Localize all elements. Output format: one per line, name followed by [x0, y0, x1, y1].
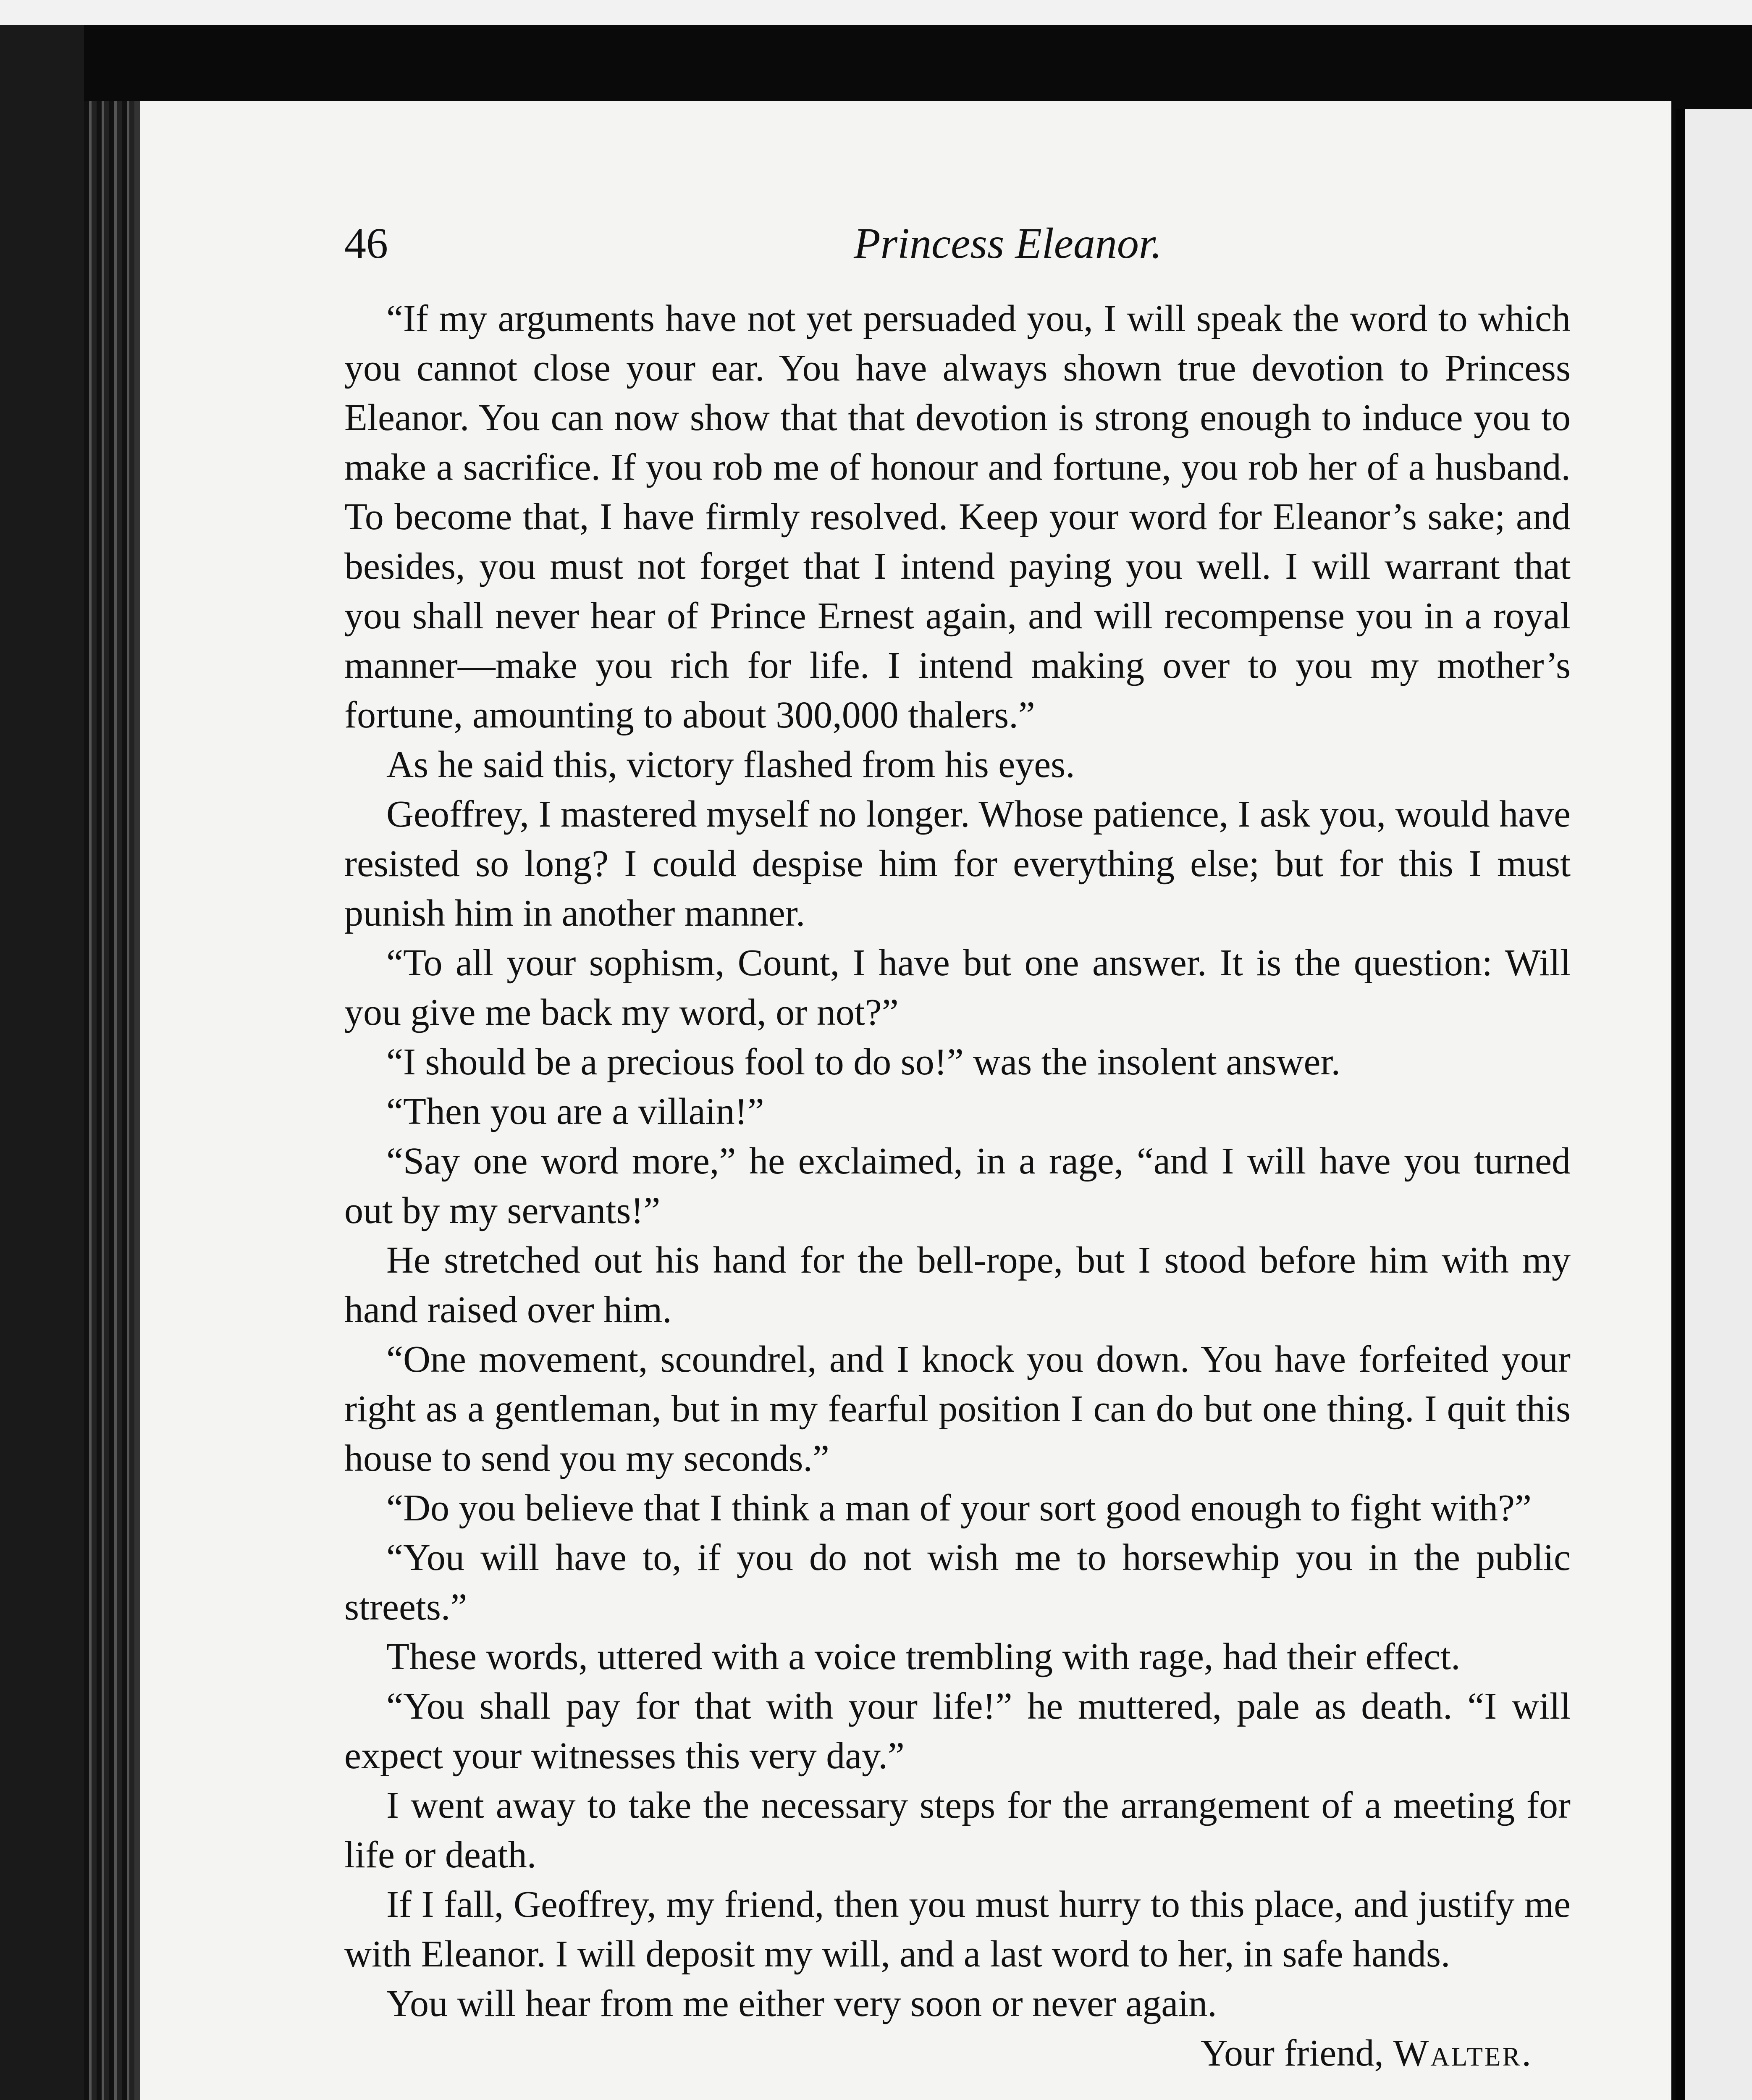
paragraph: “If my arguments have not yet persuaded you, I will speak the word to which you cannot close your ear. You have always shown true devotion to Princess Eleanor. You can now show that that devotion is strong enough to induce you to make a sacrifice. If you rob me of honour and fortune, you rob her of a husband. To become that, I have firmly resolved. Keep your word for Eleanor’s sake; and besides, you must not forget that I intend paying you well. I will warrant that you shall never hear of Prince Ernest again, and will recompense you in a royal manner—make you rich for life. I intend making over to you my mother’s fortune, amounting to about 300,000 thalers.” — [344, 298, 1571, 736]
top-edge-strip — [0, 0, 1752, 25]
running-head — [344, 218, 1604, 277]
paragraph: Geoffrey, I mastered myself no longer. Whose patience, I ask you, would have resisted so long? I could despise him for everything else; but for this I must punish him in another manner. — [344, 793, 1571, 934]
signature-name: Walter. — [1393, 2032, 1533, 2074]
paragraph: “Do you believe that I think a man of your sort good enough to fight with?” — [386, 1487, 1532, 1529]
body-text — [344, 294, 1571, 2078]
signature-prefix: Your friend, — [1201, 2032, 1384, 2074]
running-title: Princess Eleanor. — [854, 219, 1162, 268]
paragraph: “You will have to, if you do not wish me to horsewhip you in the public streets.” — [344, 1537, 1571, 1628]
facing-page-edge — [1676, 109, 1752, 2100]
left-page-stack — [84, 101, 134, 2100]
letter-signature — [344, 2029, 1571, 2078]
page-number: 46 — [344, 219, 388, 268]
paragraph: “Say one word more,” he exclaimed, in a rage, “and I will have you turned out by my servants!” — [344, 1140, 1571, 1231]
paragraph: “You shall pay for that with your life!” he muttered, pale as death. “I will expect your witnesses this very day.” — [344, 1685, 1571, 1777]
paragraph: “I should be a precious fool to do so!” was the insolent answer. — [386, 1041, 1340, 1083]
paragraph: I went away to take the necessary steps for the arrangement of a meeting for life or death. — [344, 1785, 1571, 1876]
paragraph: As he said this, victory flashed from his eyes. — [386, 744, 1075, 785]
paragraph: If I fall, Geoffrey, my friend, then you must hurry to this place, and justify me with Eleanor. I will deposit my will, and a last word to her, in safe hands. — [344, 1884, 1571, 1975]
left-binding-edge — [0, 25, 84, 2100]
paragraph: “To all your sophism, Count, I have but one answer. It is the question: Will you give me back my word, or not?” — [344, 942, 1571, 1033]
paragraph: These words, uttered with a voice trembling with rage, had their effect. — [386, 1636, 1461, 1677]
paragraph: “One movement, scoundrel, and I knock you down. You have forfeited your right as a gentleman, but in my fearful position I can do but one thing. I quit this house to send you my seconds.” — [344, 1339, 1571, 1479]
paragraph: You will hear from me either very soon or never again. — [386, 1983, 1217, 2024]
paragraph: He stretched out his hand for the bell-rope, but I stood before him with my hand raised over him. — [344, 1239, 1571, 1331]
paragraph: “Then you are a villain!” — [386, 1091, 764, 1132]
